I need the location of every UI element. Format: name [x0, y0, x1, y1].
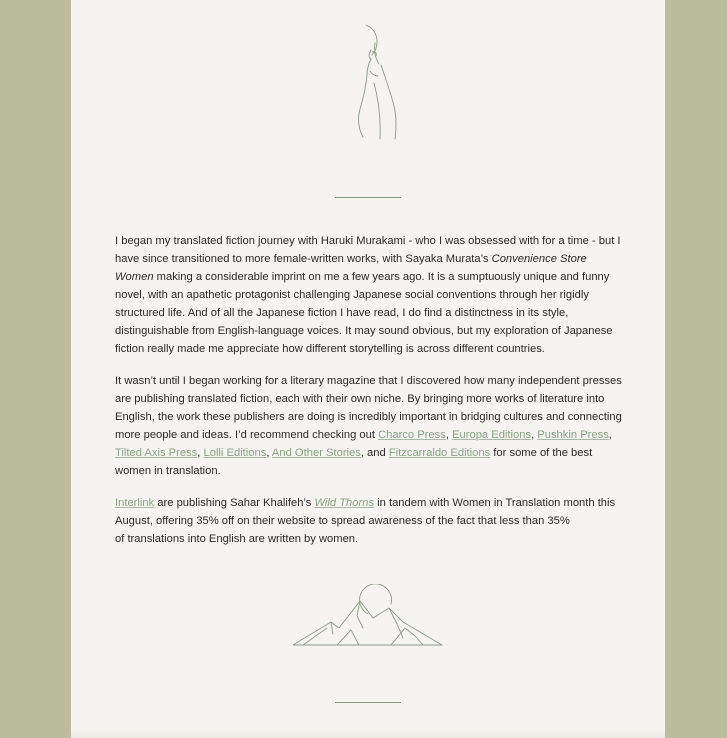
- link-interlink[interactable]: Interlink: [115, 497, 155, 509]
- link-wild-thorns[interactable]: Wild Thorns: [314, 497, 375, 509]
- mountains-sun-line-art-icon: [293, 584, 443, 648]
- link-europa-editions[interactable]: Europa Editions: [452, 429, 532, 441]
- link-charco-press[interactable]: Charco Press: [378, 429, 446, 441]
- page-bottom-edge: [71, 728, 665, 738]
- article-page: [71, 0, 665, 738]
- woman-figure-line-art-icon: [335, 22, 405, 144]
- top-divider: [335, 197, 401, 198]
- link-pushkin-press[interactable]: Pushkin Press: [537, 429, 609, 441]
- bottom-divider: [335, 702, 401, 703]
- paragraph-interlink: Interlink are publishing Sahar Khalifeh’s Wild Thorns in tandem with Women in Translation month this August, offering 35% off on their website to spread awareness of the fact that less than 35% of translations into English are written by women.: [115, 497, 616, 545]
- paragraph-independent-presses: It wasn’t until I began working for a literary magazine that I discovered how many independent presses are publishing translated fiction, each with their own niche. By bringing more works of literature into English, the work these publishers are doing is incredibly important in bridging cultures and connecting more people and ideas. I’d recommend checking out Charco Press, Europa Editions, Pushkin Press, Tilted Axis Press, Lolli Editions, And Other Stories, and Fitzcarraldo Editions for some of the best women in translation.: [115, 375, 622, 477]
- link-tilted-axis-press[interactable]: Tilted Axis Press: [115, 447, 198, 459]
- link-fitzcarraldo-editions[interactable]: Fitzcarraldo Editions: [388, 447, 491, 459]
- link-lolli-editions[interactable]: Lolli Editions: [203, 447, 267, 459]
- link-and-other-stories[interactable]: And Other Stories: [271, 447, 361, 459]
- paragraph-murakami: I began my translated fiction journey with Haruki Murakami - who I was obsessed with for a time - but I have since transitioned to more female-written works, with Sayaka Murata’s Convenience Store Women making a considerable imprint on me a few years ago. It is a sumptuously unique and funny novel, with an apathetic protagonist challenging Japanese social conventions through her rigidly structured life. And of all the Japanese fiction I have read, I do find a distinctness in its style, distinguishable from English-language voices. It may sound obvious, but my exploration of Japanese fiction really made me appreciate how different storytelling is across different countries.: [115, 235, 621, 355]
- book-title-convenience-store-women: Convenience Store Women: [115, 253, 587, 283]
